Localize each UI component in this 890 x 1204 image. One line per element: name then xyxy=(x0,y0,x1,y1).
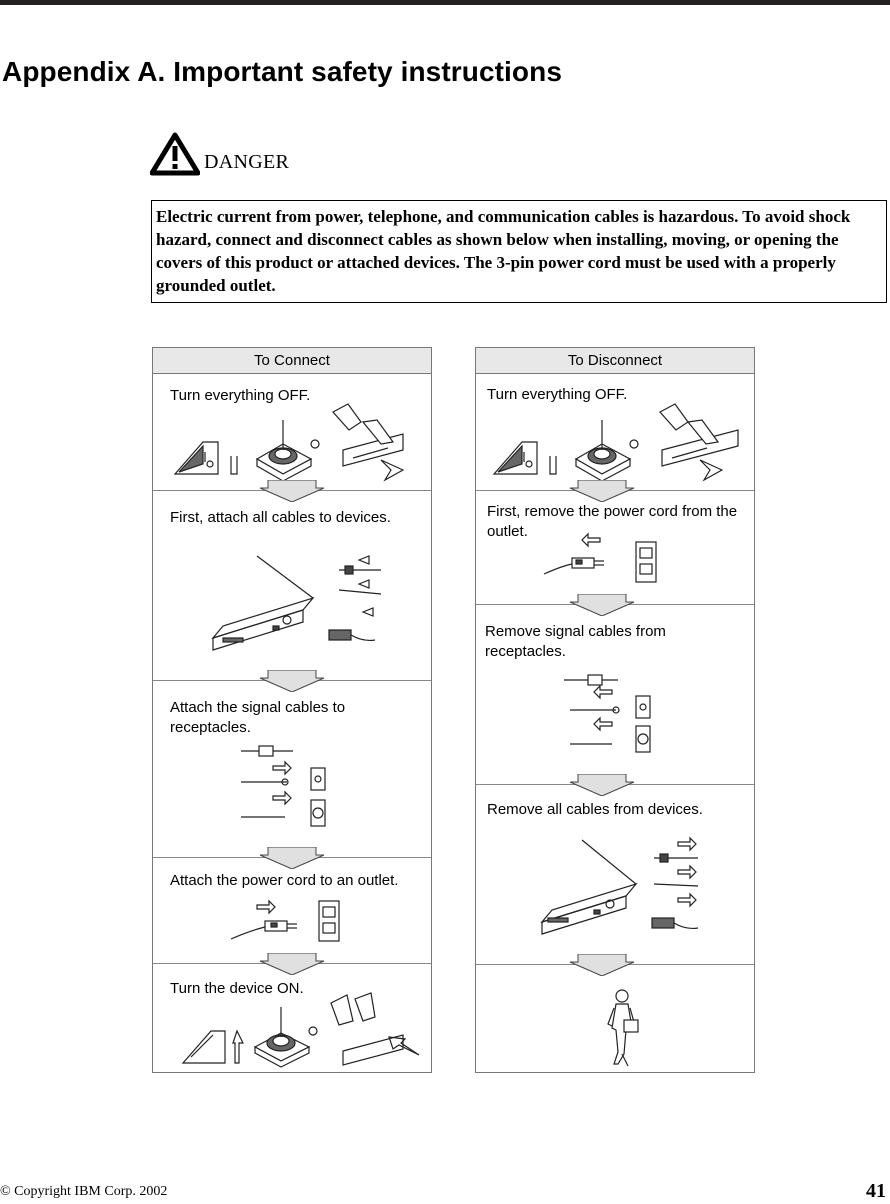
connect-step-3 xyxy=(153,680,431,858)
power-switches-off-illustration xyxy=(476,374,754,490)
remove-cables-from-device-illustration xyxy=(476,784,754,964)
power-switches-on-illustration xyxy=(153,963,431,1072)
disconnect-step-1 xyxy=(476,374,754,491)
page-number: 41 xyxy=(866,1180,886,1202)
person-walking-away-illustration xyxy=(476,964,754,1072)
connect-panel xyxy=(152,347,432,1073)
copyright: © Copyright IBM Corp. 2002 xyxy=(0,1184,168,1199)
disconnect-step-2 xyxy=(476,490,754,605)
disconnect-heading: To Disconnect xyxy=(476,348,754,374)
disconnect-step-1-text: Turn everything OFF. xyxy=(487,386,628,403)
attach-signal-cables-illustration xyxy=(153,680,431,857)
page-title: Appendix A. Important safety instructions xyxy=(2,56,563,87)
power-switches-off-illustration xyxy=(153,374,431,490)
disconnect-step-3 xyxy=(476,604,754,785)
disconnect-step-3-text: Remove signal cables from receptacles. xyxy=(485,623,666,660)
disconnect-step-5 xyxy=(476,964,754,1072)
danger-label: DANGER xyxy=(204,151,290,173)
disconnect-step-4-text: Remove all cables from devices. xyxy=(487,801,703,818)
attach-power-cord-illustration xyxy=(153,857,431,963)
remove-signal-cables-illustration xyxy=(476,604,754,784)
connect-step-4-text: Attach the power cord to an outlet. xyxy=(170,872,399,889)
connect-step-1-text: Turn everything OFF. xyxy=(170,387,311,404)
danger-text: Electric current from power, telephone, and communication cables is hazardous. To avoid shock hazard, connect and disconnect cables as shown below when installing, moving, or opening the covers of this product or attached devices. The 3-pin power cord must be used with a properly grounded outlet. xyxy=(151,200,887,303)
top-rule xyxy=(0,0,890,5)
connect-step-2-text: First, attach all cables to devices. xyxy=(170,509,391,526)
disconnect-step-2-text: First, remove the power cord from the outlet. xyxy=(487,503,738,540)
warning-triangle-icon xyxy=(150,132,200,176)
remove-power-cord-illustration xyxy=(476,490,754,604)
connect-step-2 xyxy=(153,490,431,681)
connect-step-1 xyxy=(153,374,431,491)
danger-heading xyxy=(150,132,289,176)
attach-cables-to-device-illustration xyxy=(153,490,431,680)
connect-heading: To Connect xyxy=(153,348,431,374)
disconnect-step-4 xyxy=(476,784,754,965)
connect-step-3-text: Attach the signal cables to receptacles. xyxy=(170,699,346,736)
connect-step-5 xyxy=(153,963,431,1072)
connect-step-4 xyxy=(153,857,431,964)
disconnect-panel xyxy=(475,347,755,1073)
connect-step-5-text: Turn the device ON. xyxy=(170,980,304,997)
